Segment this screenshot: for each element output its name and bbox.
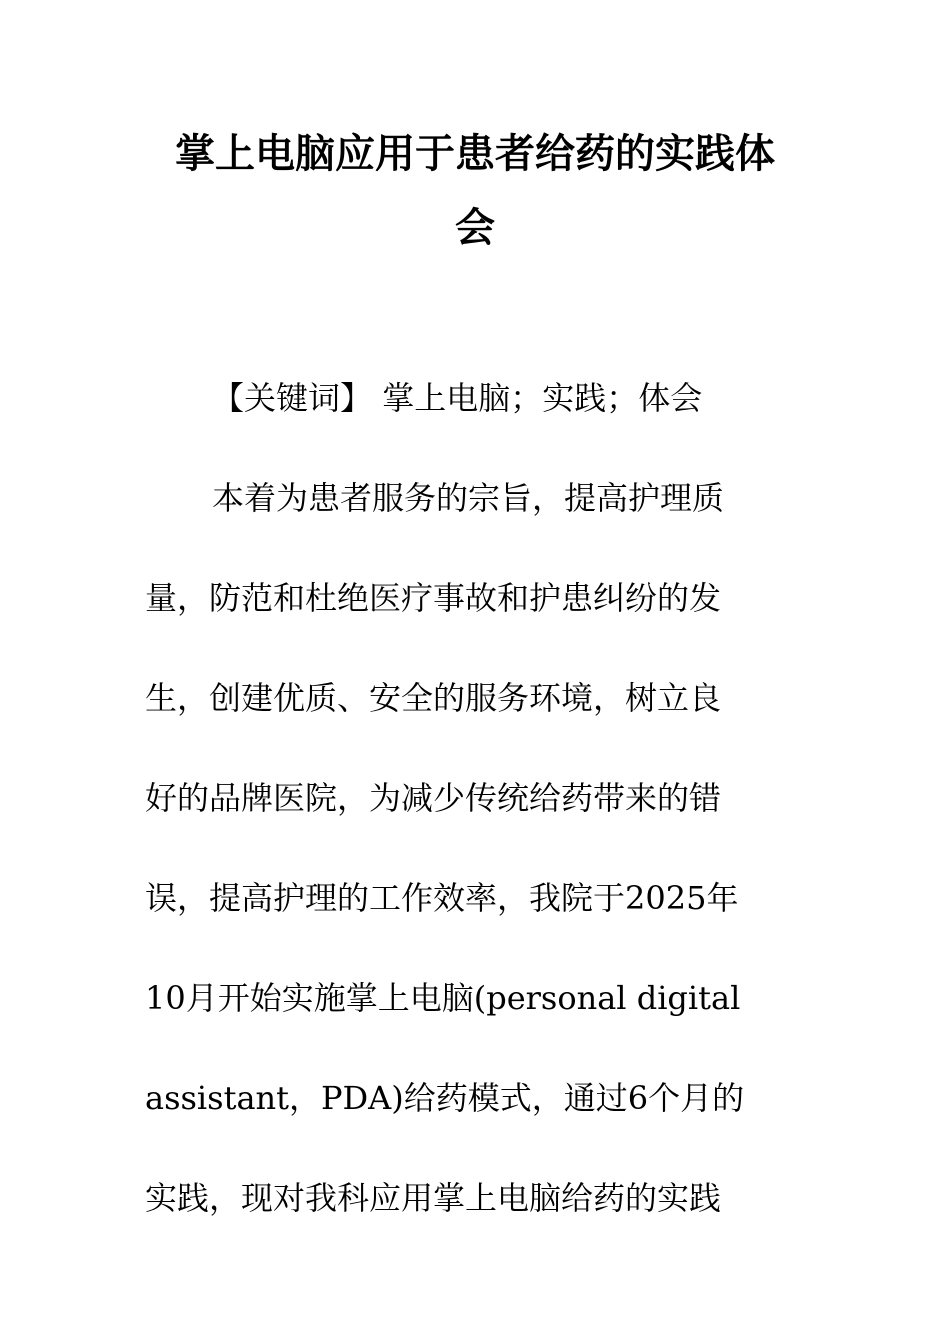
document-title-line-1: 掌上电脑应用于患者给药的实践体: [175, 131, 775, 177]
paragraph-line-3: 生，创建优质、安全的服务环境，树立良: [145, 679, 722, 717]
document-title-line-2: 会: [455, 205, 495, 251]
paragraph-line-5: 误，提高护理的工作效率，我院于2025年: [145, 879, 739, 917]
paragraph-line-2: 量，防范和杜绝医疗事故和护患纠纷的发: [145, 579, 722, 617]
keywords-line: [212, 378, 892, 418]
paragraph-line-1: 本着为患者服务的宗旨，提高护理质: [212, 479, 725, 517]
keywords-label: 【关键词】: [212, 379, 373, 417]
paragraph-line-6: 10月开始实施掌上电脑(personal digital: [145, 979, 741, 1017]
keywords-value: 掌上电脑；实践；体会: [372, 379, 703, 417]
paragraph-line-8: 实践，现对我科应用掌上电脑给药的实践: [145, 1179, 722, 1217]
paragraph-line-4: 好的品牌医院，为减少传统给药带来的错: [145, 779, 722, 817]
paragraph-line-7: assistant，PDA)给药模式，通过6个月的: [145, 1079, 745, 1117]
